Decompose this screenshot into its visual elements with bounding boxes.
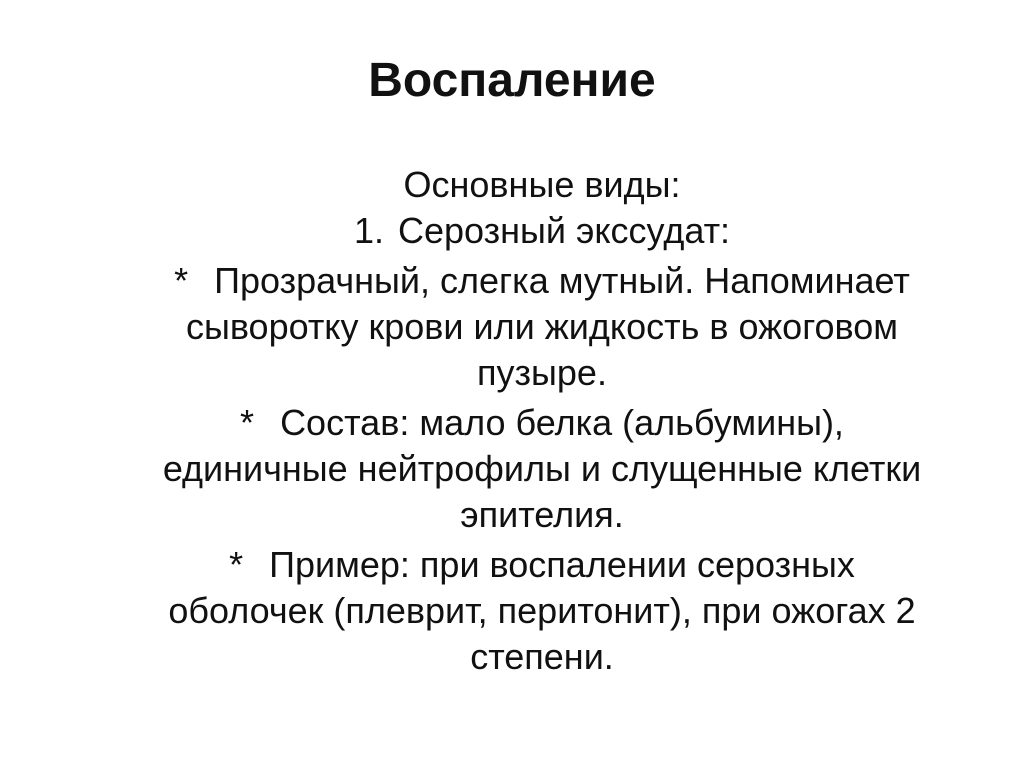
bullet-1 bbox=[100, 258, 984, 396]
bullet-3-text-1: Пример: при воспалении серозных bbox=[269, 544, 855, 585]
bullet-1-text-1: Прозрачный, слегка мутный. Напоминает bbox=[214, 260, 910, 301]
bullet-1-marker: * bbox=[174, 260, 189, 301]
bullet-3-marker: * bbox=[229, 544, 244, 585]
subtitle: Основные виды: bbox=[403, 164, 681, 205]
item-label: Серозный экссудат: bbox=[397, 210, 731, 251]
bullet-1-line-2: сыворотку крови или жидкость в ожоговом bbox=[185, 306, 899, 347]
bullet-3-line-3: степени. bbox=[470, 636, 614, 677]
bullet-3-line-2: оболочек (плеврит, перитонит), при ожогах 2 bbox=[168, 590, 916, 631]
item-number: 1. bbox=[353, 210, 384, 251]
bullet-2 bbox=[100, 400, 984, 538]
slide-title: Воспаление bbox=[368, 54, 656, 107]
numbered-item bbox=[100, 208, 984, 254]
bullet-3-line-1 bbox=[100, 542, 984, 588]
bullet-2-line-2: единичные нейтрофилы и слущенные клетки bbox=[162, 448, 922, 489]
bullet-2-marker: * bbox=[240, 402, 255, 443]
bullet-1-line-3: пузыре. bbox=[477, 352, 607, 393]
bullet-1-line-1 bbox=[100, 258, 984, 304]
slide-body bbox=[100, 162, 984, 680]
bullet-2-line-1 bbox=[100, 400, 984, 446]
bullet-2-text-1: Состав: мало белка (альбумины), bbox=[280, 402, 844, 443]
bullet-3 bbox=[100, 542, 984, 680]
bullet-2-line-3: эпителия. bbox=[460, 494, 624, 535]
